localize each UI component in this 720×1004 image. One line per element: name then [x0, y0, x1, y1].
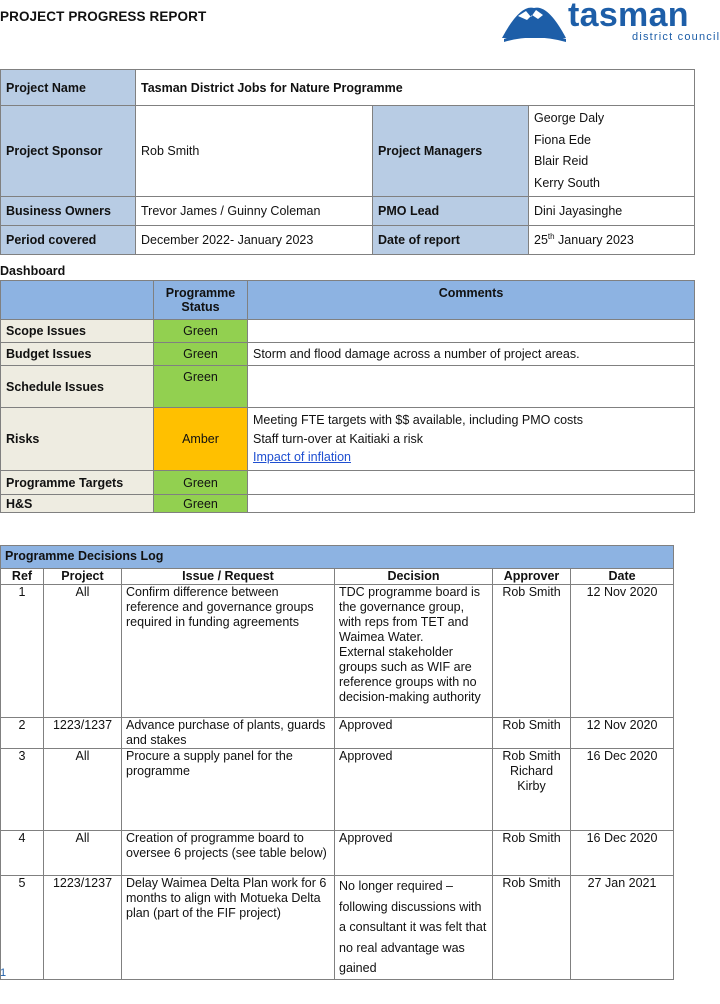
- dashboard-heading: Dashboard: [0, 264, 66, 278]
- date-cell: 16 Dec 2020: [571, 831, 674, 876]
- issue-cell: Creation of programme board to oversee 6 projects (see table below): [122, 831, 335, 876]
- manager-name: Blair Reid: [534, 154, 589, 168]
- date-cell: 12 Nov 2020: [571, 718, 674, 749]
- issue-cell: Advance purchase of plants, guards and stakes: [122, 718, 335, 749]
- page-number: 1: [0, 967, 7, 979]
- logo-wordmark: tasman: [568, 0, 689, 34]
- manager-name: Kerry South: [534, 175, 601, 190]
- scope-status: Green: [154, 320, 248, 343]
- programme-status-header: Programme Status: [154, 281, 248, 320]
- project-sponsor-label: Project Sponsor: [1, 106, 136, 197]
- decision-line: TDC programme board is the governance group, with reps from TET and Waimea Water.: [339, 585, 481, 644]
- mountain-logo-icon: [500, 0, 570, 44]
- date-of-report-label: Date of report: [373, 226, 529, 255]
- issue-cell: Procure a supply panel for the programme: [122, 749, 335, 831]
- decision-line: External stakeholder groups such as WIF are reference groups with no decision-making authority: [339, 645, 481, 704]
- issue-cell: Delay Waimea Delta Plan work for 6 months to align with Motueka Delta plan (part of the FIF project): [122, 876, 335, 980]
- date-cell: 27 Jan 2021: [571, 876, 674, 980]
- pmo-lead-value: Dini Jayasinghe: [529, 197, 695, 226]
- date-suffix: th: [547, 232, 555, 242]
- scope-issues-label: Scope Issues: [1, 320, 154, 343]
- budget-comment: Storm and flood damage across a number of project areas.: [248, 343, 695, 366]
- table-row: [1, 876, 674, 980]
- project-name-label: Project Name: [1, 70, 136, 106]
- project-managers-value: [529, 106, 695, 197]
- hs-comment: [248, 495, 695, 513]
- ref-cell: 5: [1, 876, 44, 980]
- risks-label: Risks: [1, 408, 154, 471]
- scope-comment: [248, 320, 695, 343]
- risk-comment-line: Staff turn-over at Kaitiaki a risk: [253, 431, 423, 446]
- project-cell: 1223/1237: [44, 876, 122, 980]
- approver-cell: [493, 749, 571, 831]
- ref-cell: 4: [1, 831, 44, 876]
- decisions-log-table: [0, 545, 674, 980]
- project-managers-label: Project Managers: [373, 106, 529, 197]
- decision-cell: Approved: [335, 749, 493, 831]
- targets-status: Green: [154, 471, 248, 495]
- period-covered-value: December 2022- January 2023: [136, 226, 373, 255]
- schedule-comment: [248, 366, 695, 408]
- risks-comment: [248, 408, 695, 471]
- dashboard-table: [0, 280, 695, 513]
- report-title: PROJECT PROGRESS REPORT: [0, 9, 207, 24]
- budget-status: Green: [154, 343, 248, 366]
- approver-line: Richard Kirby: [509, 764, 554, 793]
- impact-of-inflation-link[interactable]: Impact of inflation: [253, 450, 351, 465]
- project-header: Project: [44, 569, 122, 585]
- project-cell: 1223/1237: [44, 718, 122, 749]
- business-owners-label: Business Owners: [1, 197, 136, 226]
- decision-cell: [335, 585, 493, 718]
- decision-cell: Approved: [335, 718, 493, 749]
- targets-comment: [248, 471, 695, 495]
- decision-cell: Approved: [335, 831, 493, 876]
- tasman-logo: [500, 0, 720, 48]
- decision-cell: No longer required – following discussions with a consultant it was felt that no real advantage was gained: [335, 876, 493, 980]
- ref-cell: 2: [1, 718, 44, 749]
- decisions-log-caption: Programme Decisions Log: [1, 546, 674, 569]
- date-cell: 12 Nov 2020: [571, 585, 674, 718]
- business-owners-value: Trevor James / Guinny Coleman: [136, 197, 373, 226]
- approver-cell: Rob Smith: [493, 831, 571, 876]
- approver-cell: Rob Smith: [493, 585, 571, 718]
- decision-header: Decision: [335, 569, 493, 585]
- issue-header: Issue / Request: [122, 569, 335, 585]
- issue-cell: Confirm difference between reference and governance groups required in funding agreements: [122, 585, 335, 718]
- approver-cell: Rob Smith: [493, 718, 571, 749]
- schedule-status: Green: [154, 366, 248, 408]
- logo-subtitle: district council: [632, 31, 720, 43]
- budget-issues-label: Budget Issues: [1, 343, 154, 366]
- risks-status: Amber: [154, 408, 248, 471]
- date-rest: January 2023: [554, 233, 634, 248]
- approver-header: Approver: [493, 569, 571, 585]
- risk-comment-line: Meeting FTE targets with $$ available, including PMO costs: [253, 413, 584, 428]
- table-row: [1, 718, 674, 749]
- schedule-issues-label: Schedule Issues: [1, 366, 154, 408]
- project-name-value: Tasman District Jobs for Nature Programme: [136, 70, 695, 106]
- project-cell: All: [44, 831, 122, 876]
- table-row: [1, 585, 674, 718]
- period-covered-label: Period covered: [1, 226, 136, 255]
- comments-header: Comments: [248, 281, 695, 320]
- project-info-table: [0, 69, 695, 255]
- pmo-lead-label: PMO Lead: [373, 197, 529, 226]
- manager-name: George Daly: [534, 111, 605, 125]
- date-header: Date: [571, 569, 674, 585]
- ref-header: Ref: [1, 569, 44, 585]
- approver-line: Rob Smith: [502, 749, 561, 763]
- hs-label: H&S: [1, 495, 154, 513]
- date-of-report-value: [529, 226, 695, 255]
- date-day: 25: [534, 233, 548, 248]
- project-cell: All: [44, 749, 122, 831]
- manager-name: Fiona Ede: [534, 132, 591, 147]
- project-cell: All: [44, 585, 122, 718]
- programme-targets-label: Programme Targets: [1, 471, 154, 495]
- approver-cell: Rob Smith: [493, 876, 571, 980]
- project-sponsor-value: Rob Smith: [136, 106, 373, 197]
- dashboard-corner-header: [1, 281, 154, 320]
- hs-status: Green: [154, 495, 248, 513]
- ref-cell: 1: [1, 585, 44, 718]
- ref-cell: 3: [1, 749, 44, 831]
- date-cell: 16 Dec 2020: [571, 749, 674, 831]
- table-row: [1, 831, 674, 876]
- table-row: [1, 749, 674, 831]
